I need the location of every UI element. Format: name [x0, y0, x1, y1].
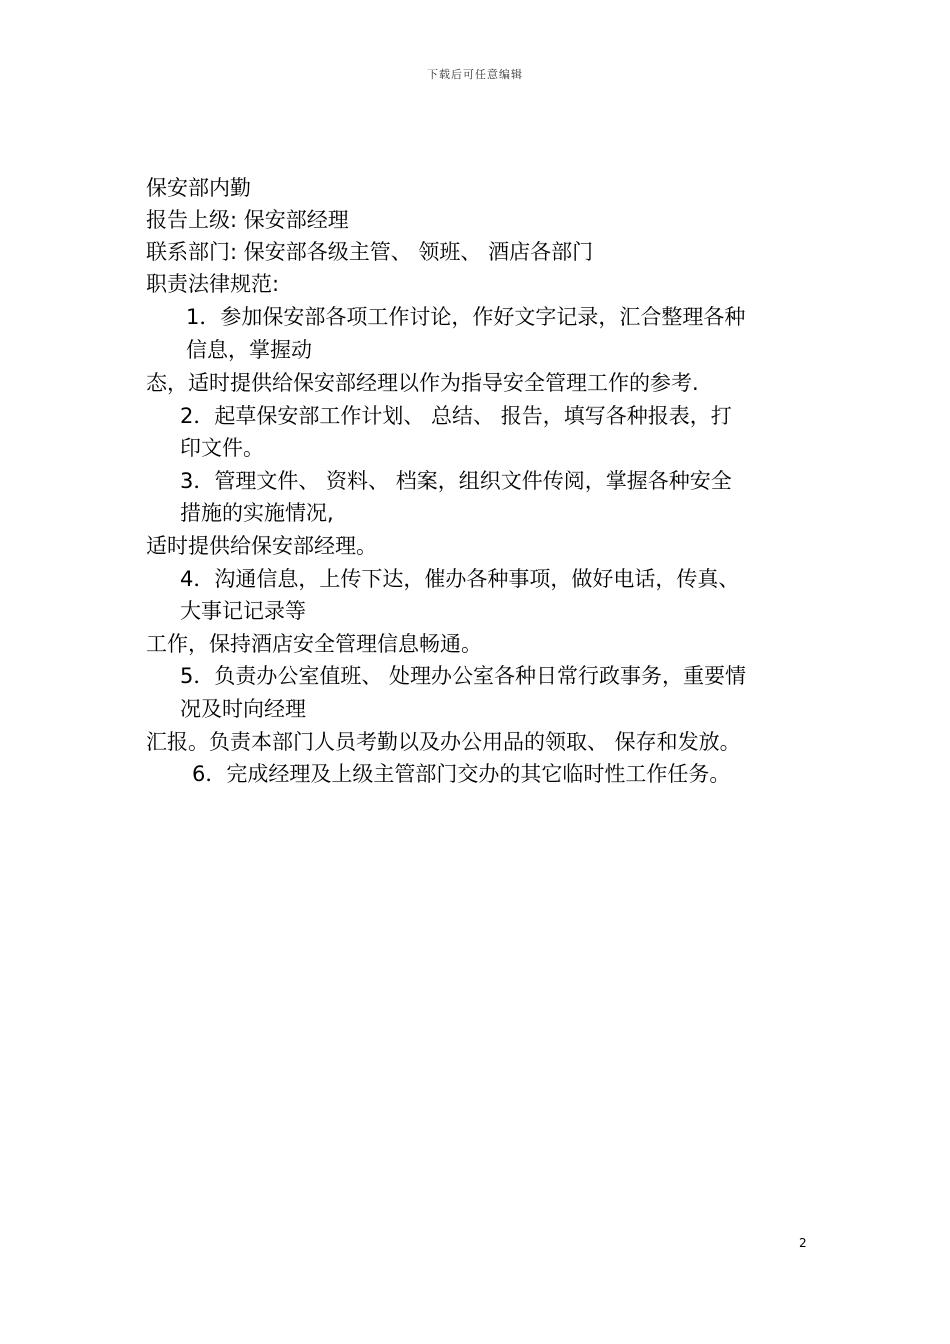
- duty-item-1-line3: 态，适时提供给保安部经理以作为指导安全管理工作的参考.: [146, 371, 699, 395]
- duty-item-1-line2: 信息，掌握动: [186, 338, 312, 362]
- duty-item-2-line1: 2．起草保安部工作计划、 总结、 报告，填写各种报表，打: [180, 404, 732, 428]
- duty-item-3-line3: 适时提供给保安部经理。: [146, 534, 377, 558]
- duty-item-4-line1: 4．沟通信息，上传下达，催办各种事项，做好电话，传真、: [180, 567, 740, 591]
- duty-item-3-line2: 措施的实施情况,: [180, 501, 334, 525]
- duty-item-4-line3: 工作，保持酒店安全管理信息畅通。: [146, 632, 482, 656]
- page-header: 下载后可任意编辑: [427, 68, 523, 81]
- contact-departments: 联系部门: 保安部各级主管、 领班、 酒店各部门: [146, 240, 594, 264]
- duty-item-3-line1: 3．管理文件、 资料、 档案，组织文件传阅，掌握各种安全: [180, 469, 732, 493]
- duty-item-1-line1: 1．参加保安部各项工作讨论，作好文字记录，汇合整理各种: [186, 305, 746, 329]
- duty-item-4-line2: 大事记记录等: [180, 599, 306, 623]
- duty-item-5-line1: 5．负责办公室值班、 处理办公室各种日常行政事务，重要情: [180, 664, 747, 688]
- page-number: 2: [799, 1236, 807, 1250]
- duty-item-2-line2: 印文件。: [180, 436, 264, 460]
- report-to: 报告上级: 保安部经理: [146, 208, 349, 232]
- duty-item-5-line3: 汇报。负责本部门人员考勤以及办公用品的领取、 保存和发放。: [146, 730, 741, 754]
- duties-heading: 职责法律规范:: [146, 272, 280, 296]
- document-title: 保安部内勤: [146, 176, 251, 200]
- duty-item-5-line2: 况及时向经理: [180, 697, 306, 721]
- duty-item-6-line1: 6．完成经理及上级主管部门交办的其它临时性工作任务。: [192, 762, 731, 786]
